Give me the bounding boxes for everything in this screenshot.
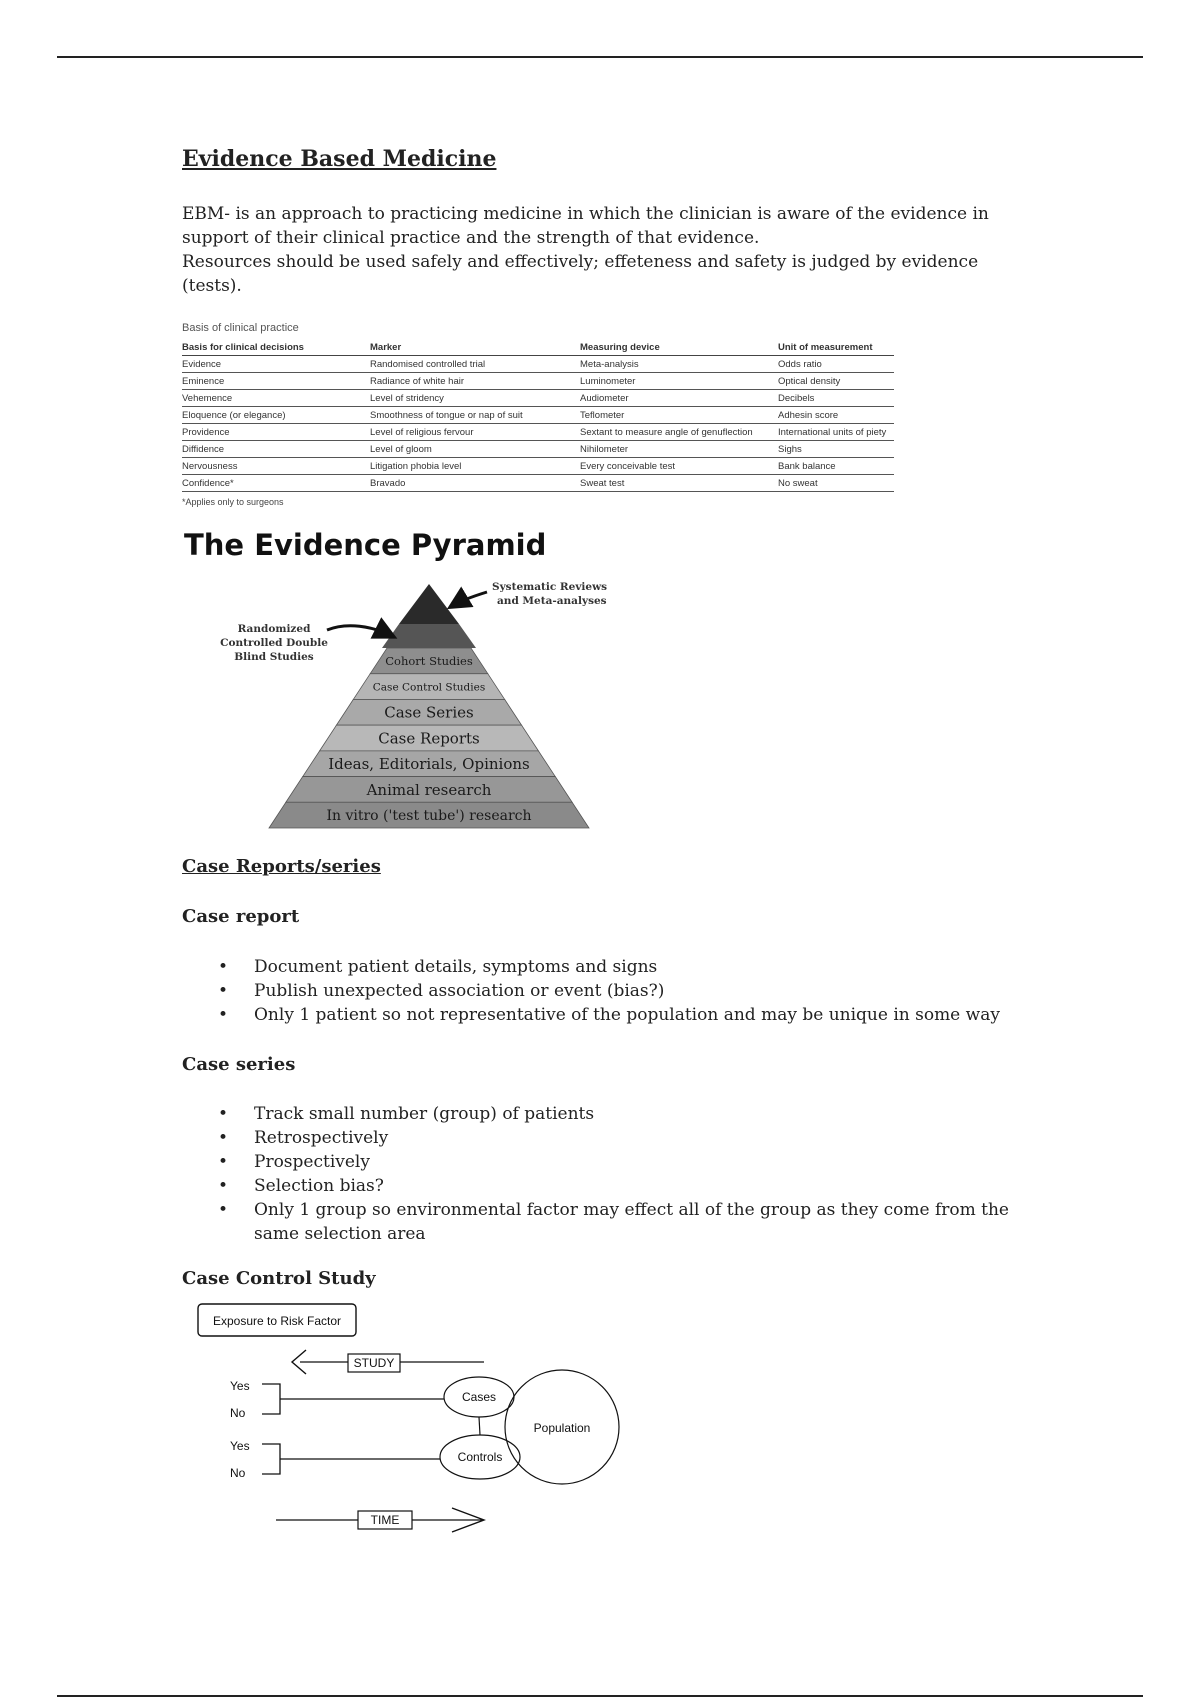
table-cell: Optical density	[778, 373, 894, 390]
basis-table-caption: Basis of clinical practice	[182, 322, 299, 334]
table-cell: Sweat test	[580, 475, 778, 492]
pyramid-level-rct	[382, 624, 476, 648]
table-header-cell: Basis for clinical decisions	[182, 340, 370, 356]
table-cell: No sweat	[778, 475, 894, 492]
table-cell: Nervousness	[182, 458, 370, 475]
callout-left-line-2: Controlled Double	[220, 637, 328, 649]
table-cell: Eminence	[182, 373, 370, 390]
table-cell: Confidence*	[182, 475, 370, 492]
table-header-cell: Unit of measurement	[778, 340, 894, 356]
callout-top-line-2: and Meta-analyses	[497, 595, 607, 607]
table-row	[182, 390, 894, 407]
table-cell: Sextant to measure angle of genuflection	[580, 424, 778, 441]
table-row	[182, 458, 894, 475]
pyramid-title: The Evidence Pyramid	[184, 528, 547, 562]
basis-table-note: *Applies only to surgeons	[182, 497, 284, 507]
table-row	[182, 475, 894, 492]
list-item: • Publish unexpected association or event (bias?)	[182, 979, 1012, 1003]
table-cell: Bravado	[370, 475, 580, 492]
table-cell: Adhesin score	[778, 407, 894, 424]
intro-line-1: EBM- is an approach to practicing medicine in which the clinician is aware of the evidence in support of their clinical practice and the strength of that evidence.	[182, 204, 989, 248]
table-header-cell: Marker	[370, 340, 580, 356]
list-item: • Selection bias?	[182, 1174, 1012, 1198]
pyramid-level-label: Case Reports	[378, 729, 480, 748]
table-cell: Providence	[182, 424, 370, 441]
cases-no-label: No	[230, 1406, 246, 1420]
case-report-list	[182, 955, 1012, 1027]
table-cell: Teflometer	[580, 407, 778, 424]
evidence-pyramid-diagram	[212, 578, 612, 834]
footer-rule	[57, 1695, 1143, 1697]
callout-left-line-1: Randomized	[237, 623, 311, 635]
table-cell: International units of piety	[778, 424, 894, 441]
table-cell: Radiance of white hair	[370, 373, 580, 390]
table-header-row	[182, 340, 894, 356]
controls-no-label: No	[230, 1466, 246, 1480]
cases-controls-link	[479, 1417, 480, 1435]
cases-yes-label: Yes	[230, 1379, 250, 1393]
table-header-cell: Measuring device	[580, 340, 778, 356]
table-cell: Odds ratio	[778, 356, 894, 373]
callout-left-line-3: Blind Studies	[234, 651, 314, 663]
basis-table-figure	[182, 322, 894, 507]
list-item: • Track small number (group) of patients	[182, 1102, 1012, 1126]
table-cell: Nihilometer	[580, 441, 778, 458]
exposure-label: Exposure to Risk Factor	[212, 1314, 342, 1328]
table-cell: Sighs	[778, 441, 894, 458]
table-row	[182, 407, 894, 424]
table-cell: Decibels	[778, 390, 894, 407]
table-cell: Bank balance	[778, 458, 894, 475]
list-item: • Retrospectively	[182, 1126, 1012, 1150]
table-row	[182, 424, 894, 441]
list-item: • Only 1 patient so not representative of the population and may be unique in some way	[182, 1003, 1012, 1027]
pyramid-level-label: Ideas, Editorials, Opinions	[328, 755, 530, 774]
case-reports-heading: Case Reports/series	[182, 856, 381, 877]
list-item: • Document patient details, symptoms and signs	[182, 955, 1012, 979]
table-cell: Every conceivable test	[580, 458, 778, 475]
list-item: • Only 1 group so environmental factor may effect all of the group as they come from the same selection area	[182, 1198, 1012, 1246]
table-cell: Level of stridency	[370, 390, 580, 407]
table-cell: Audiometer	[580, 390, 778, 407]
cases-bracket	[262, 1384, 280, 1414]
table-cell: Level of gloom	[370, 441, 580, 458]
pyramid-level-label: Animal research	[366, 780, 492, 799]
case-report-heading: Case report	[182, 906, 300, 927]
list-item: • Prospectively	[182, 1150, 1012, 1174]
basis-table	[182, 340, 894, 492]
table-cell: Vehemence	[182, 390, 370, 407]
callout-top-arrow	[452, 592, 487, 606]
time-label: TIME	[370, 1513, 400, 1527]
pyramid-level-label: In vitro ('test tube') research	[326, 808, 532, 825]
case-series-list	[182, 1102, 1012, 1246]
population-label: Population	[533, 1421, 591, 1435]
callout-left-arrow	[327, 626, 392, 636]
pyramid-levels	[269, 648, 589, 828]
pyramid-level-label: Cohort Studies	[385, 653, 473, 668]
table-cell: Randomised controlled trial	[370, 356, 580, 373]
table-row	[182, 373, 894, 390]
table-row	[182, 441, 894, 458]
table-row	[182, 356, 894, 373]
intro-paragraph	[182, 202, 1002, 298]
basis-table-body	[182, 356, 894, 492]
intro-line-2: Resources should be used safely and effectively; effeteness and safety is judged by evidence (tests).	[182, 252, 979, 296]
case-control-diagram	[182, 1296, 632, 1546]
table-cell: Level of religious fervour	[370, 424, 580, 441]
table-cell: Eloquence (or elegance)	[182, 407, 370, 424]
table-cell: Evidence	[182, 356, 370, 373]
pyramid-level-label: Case Control Studies	[372, 681, 486, 694]
controls-yes-label: Yes	[230, 1439, 250, 1453]
table-cell: Meta-analysis	[580, 356, 778, 373]
table-cell: Litigation phobia level	[370, 458, 580, 475]
header-rule	[57, 56, 1143, 58]
table-cell: Luminometer	[580, 373, 778, 390]
case-series-heading: Case series	[182, 1054, 296, 1075]
pyramid-level-systematic-reviews	[399, 584, 459, 624]
controls-label: Controls	[457, 1450, 503, 1464]
table-cell: Diffidence	[182, 441, 370, 458]
table-cell: Smoothness of tongue or nap of suit	[370, 407, 580, 424]
pyramid-level-label: Case Series	[384, 703, 474, 722]
page-title: Evidence Based Medicine	[182, 146, 497, 172]
callout-top-line-1: Systematic Reviews	[492, 581, 608, 593]
case-control-heading: Case Control Study	[182, 1268, 376, 1289]
study-label: STUDY	[353, 1356, 395, 1370]
controls-bracket	[262, 1444, 280, 1474]
cases-label: Cases	[461, 1390, 497, 1404]
